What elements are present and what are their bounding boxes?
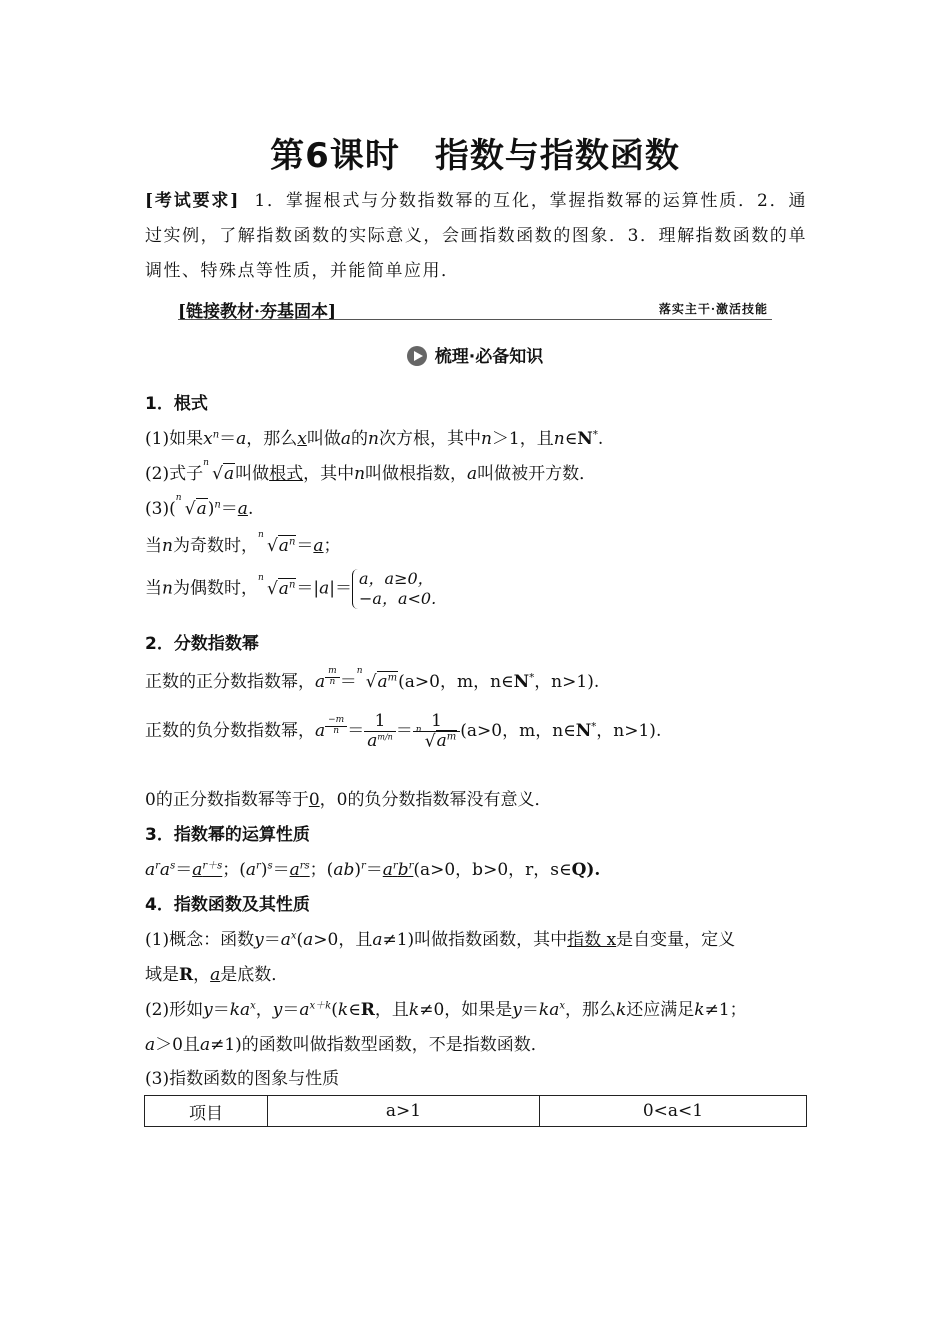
page-title: 第6课时 指数与指数函数 xyxy=(270,136,680,176)
odd-case: 当n为奇数时， n $√a^n=a$； xyxy=(145,530,341,556)
play-icon xyxy=(407,346,427,366)
a-power-neg-m-over-n: a $^{\frac{-m}{n}}$ xyxy=(315,721,347,741)
heading-radicals: 1．根式 xyxy=(145,394,208,414)
a-power-m-over-n: a $^{\frac{m}{n}}$ xyxy=(315,672,340,692)
radical-def-3: (3)( n √a)$^n$＝a. xyxy=(145,493,254,519)
requirements-text: 1．掌握根式与分数指数幂的互化，掌握指数幂的运算性质．2．通过实例，了解指数函数的实际意义，会画指数函数的图象．3．理解指数函数的单调性、特殊点等性质，并能简单应用． xyxy=(145,191,807,281)
positive-fractional-power: 正数的正分数指数幂，a $^{\frac{m}{n}}$ ＝ n $√a^m(a>0$，m，n∈N*，n>1). xyxy=(145,666,600,692)
table-row xyxy=(145,1096,807,1127)
banner-left: [链接教材·夯基固本] xyxy=(178,302,337,322)
banner-right: 落实主干·激活技能 xyxy=(658,302,768,316)
radical-def-1: (1)如果$x^n=a$，那么x叫做a的n次方根，其中n＞1，且n∈N*. xyxy=(145,429,604,449)
requirements-tag: [考试要求] xyxy=(145,191,240,211)
properties-table xyxy=(144,1095,807,1127)
table-header-item: 项目 xyxy=(145,1096,268,1127)
radical-symbol: n $√a^m$ xyxy=(356,666,398,692)
zero-power-note: 0的正分数指数幂等于0，0的负分数指数幂没有意义． xyxy=(145,790,552,810)
negative-fractional-power: 正数的负分数指数幂，a $^{\frac{-m}{n}}$ ＝ $\frac{1}{a^{m/n}}$ ＝ 1 n $√a^m$ (a>0，m，n∈N*，n>1). xyxy=(145,711,662,752)
fraction-one-over-power: $\frac{1}{a^{m/n}}$ xyxy=(364,712,396,750)
table-header-a-gt-1: a>1 xyxy=(268,1096,540,1127)
exp-type-line-2: a＞0且a≠1)的函数叫做指数型函数，不是指数函数． xyxy=(145,1035,548,1055)
concept-line-2: 域是R，a是底数． xyxy=(145,965,289,985)
piecewise-brace: a，a≥0， −a，a<0. xyxy=(352,569,436,609)
exp-type-line-1: (2)形如$y=ka^x$，$y=a^{x+k}(k\in R$，且k≠0，如果是$y=ka^x$，那么k还应满足k≠1； xyxy=(145,1000,747,1020)
graph-properties-title: (3)指数函数的图象与性质 xyxy=(145,1069,340,1089)
radical-symbol: n √a xyxy=(203,458,235,484)
power-rules-line: $a^ra^s=a^{r+s}$；$(a^r)^s=a^{rs}$；$(ab)^r=a^rb^r(a>0$，b>0，r，s∈Q). xyxy=(145,860,601,880)
radical-symbol: n $√a^n$ xyxy=(257,530,296,556)
exam-requirements xyxy=(145,184,807,289)
fraction-one-over-radical: 1 n $√a^m$ xyxy=(413,712,460,751)
heading-exp-function: 4．指数函数及其性质 xyxy=(145,895,310,915)
even-case: 当n为偶数时， n $√a^n=|a|= a$，a≥0， −a，a<0. xyxy=(145,569,437,608)
radical-def-2: (2)式子 n √a叫做根式，其中n叫做根指数，a叫做被开方数． xyxy=(145,458,597,484)
heading-power-rules: 3．指数幂的运算性质 xyxy=(145,825,310,845)
concept-line-1: (1)概念：函数$y=a^x(a>0$，且a≠1)叫做指数函数，其中指数 x是自变量，定义 xyxy=(145,930,736,950)
section-heading: 梳理·必备知识 xyxy=(0,342,950,367)
radical-symbol: n √a xyxy=(175,493,207,519)
section-banner xyxy=(178,297,772,320)
radical-symbol: n $√a^n$ xyxy=(257,572,296,599)
heading-fractional-powers: 2．分数指数幂 xyxy=(145,634,259,654)
table-header-a-lt-1: 0<a<1 xyxy=(540,1096,807,1127)
